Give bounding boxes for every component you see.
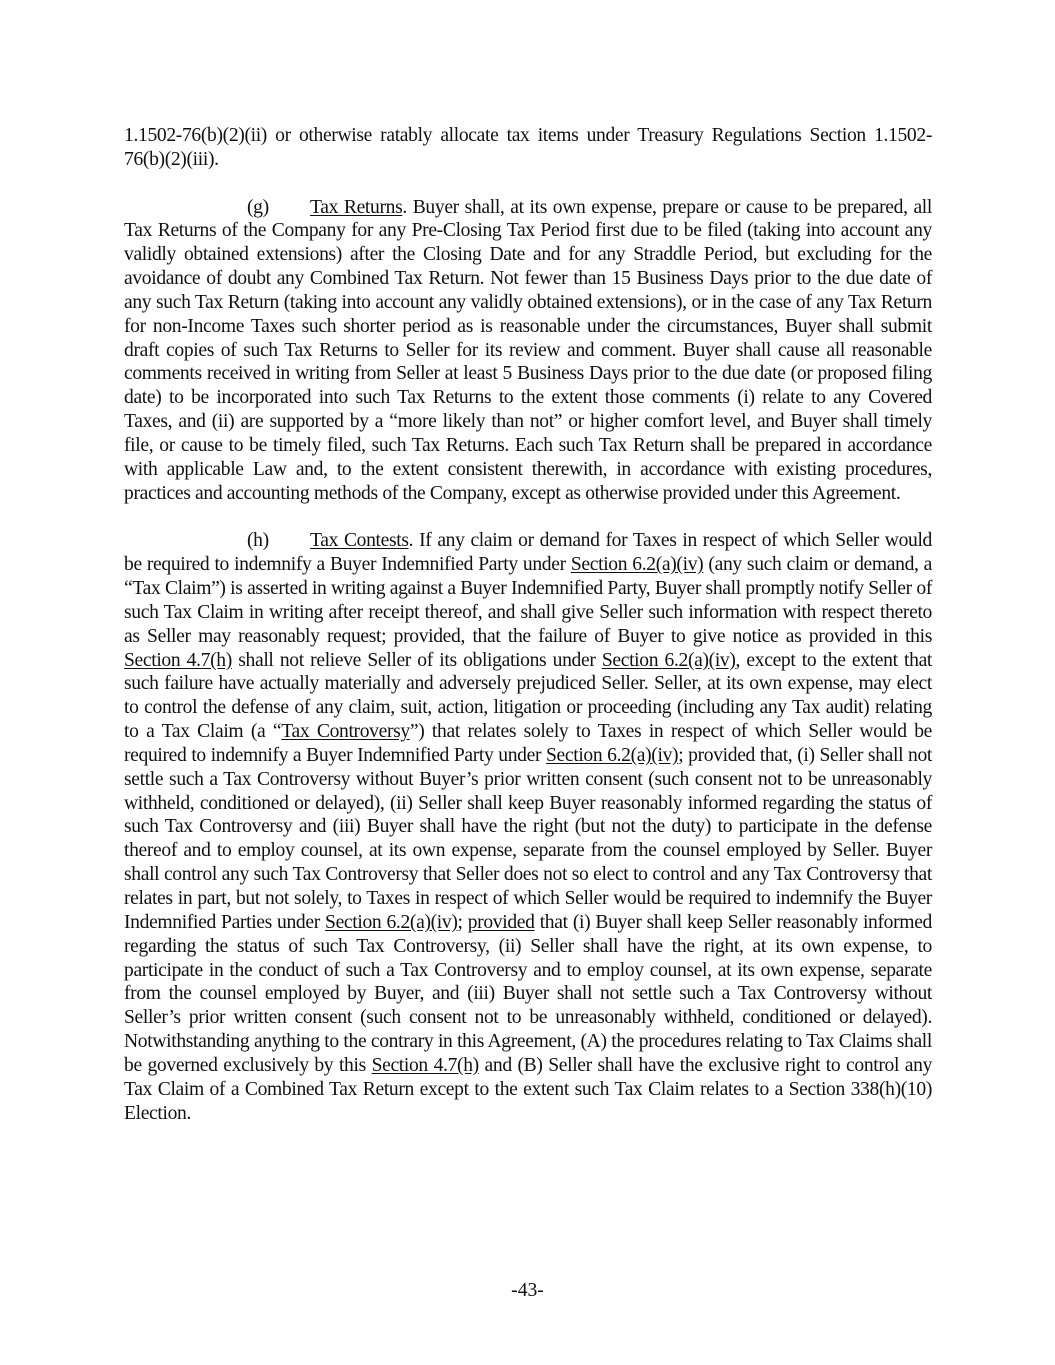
- paragraph-text: shall not relieve Seller of its obligations under: [231, 649, 602, 671]
- document-page: [124, 124, 932, 1149]
- section-heading: Tax Contests: [310, 530, 409, 552]
- paragraph-f-continuation: 1.1502-76(b)(2)(ii) or otherwise ratably allocate tax items under Treasury Regulations Section 1.1502-76(b)(2)(iii).: [124, 125, 932, 170]
- paragraph-text: (any such claim or demand, a “Tax Claim”) is asserted in writing against a Buyer Indemnified Party, Buyer shall promptly notify Seller of such Tax Claim in writing after receipt thereof, and shall give Seller such information with respect thereto as Seller may reasonably request; provided, that the failure of Buyer to give notice as provided in this: [124, 554, 933, 647]
- paragraph-text: . If any claim or demand for Taxes in respect of which Seller would be required to indemnify a Buyer Indemnified Party under: [124, 530, 932, 576]
- cross-reference: Section 4.7(h): [371, 1054, 479, 1076]
- page-number: -43-: [511, 1280, 544, 1301]
- paragraph-text: ”) that relates solely to Taxes in respect of which Seller would be required to indemnify a Buyer Indemnified Party under: [124, 721, 932, 766]
- defined-term: provided: [467, 911, 535, 933]
- paragraph-text: and (B) Seller shall have the exclusive right to control any Tax Claim of a Combined Tax Return except to the extent such Tax Claim relates to a Section 338(h)(10) Election.: [124, 1054, 933, 1124]
- section-label: (g): [247, 196, 269, 218]
- cross-reference: Section 6.2(a)(iv): [546, 744, 679, 766]
- paragraph-g-tax-returns: [124, 196, 932, 506]
- cross-reference: Section 6.2(a)(iv): [325, 911, 458, 933]
- paragraph-text: , except to the extent that such failure have actually materially and adversely prejudiced Seller. Seller, at its own expense, may elect to control the defense of any claim, suit, action, litigation or proceeding (including any Tax audit) relating to a Tax Claim (a “: [124, 649, 933, 743]
- paragraph-text: . Buyer shall, at its own expense, prepare or cause to be prepared, all Tax Returns of the Company for any Pre-Closing Tax Period first due to be filed (taking into account any validly obtained extensions) after the Closing Date and for any Straddle Period, but excluding for the avoidance of doubt any Combined Tax Return. Not fewer than 15 Business Days prior to the due date of any such Tax Return (taking into account any validly obtained extensions), or in the case of any Tax Return for non-Income Taxes such shorter period as is reasonable under the circumstances, Buyer shall submit draft copies of such Tax Returns to Seller for its review and comment. Buyer shall cause all reasonable comments received in writing from Seller at least 5 Business Days prior to the due date (or proposed filing date) to be incorporated into such Tax Returns to the extent those comments (i) relate to any Covered Taxes, and (ii) are supported by a “more likely than not” or higher comfort level, and Buyer shall timely file, or cause to be timely filed, such Tax Returns. Each such Tax Return shall be prepared in accordance with applicable Law and, to the extent consistent therewith, in accordance with existing procedures, practices and accounting methods of the Company, except as otherwise provided under this Agreement.: [124, 196, 932, 504]
- paragraph-text: that (i) Buyer shall keep Seller reasonably informed regarding the status of such Tax Controversy, (ii) Seller shall have the right, at its own expense, to participate in the conduct of such a Tax Controversy and to employ counsel, at its own expense, separate from the counsel employed by Buyer, and (iii) Buyer shall not settle such a Tax Controversy without Seller’s prior written consent (such consent not to be unreasonably withheld, conditioned or delayed). Notwithstanding anything to the contrary in this Agreement, (A) the procedures relating to Tax Claims shall be governed exclusively by this: [124, 911, 932, 1076]
- paragraph-text: ;: [457, 911, 468, 933]
- paragraph-h-tax-contests: [124, 529, 932, 1125]
- cross-reference: Section 6.2(a)(iv): [570, 554, 704, 576]
- cross-reference: Section 4.7(h): [124, 649, 232, 671]
- cross-reference: Section 6.2(a)(iv): [601, 649, 736, 671]
- section-label: (h): [247, 530, 269, 552]
- paragraph-text: ; provided that, (i) Seller shall not settle such a Tax Controversy without Buyer’s prior written consent (such consent not to be unreasonably withheld, conditioned or delayed), (ii) Seller shall keep Buyer reasonably informed regarding the status of such Tax Controversy and (iii) Buyer shall have the right (but not the duty) to participate in the defense thereof and to employ counsel, at its own expense, separate from the counsel employed by Seller. Buyer shall control any such Tax Controversy that Seller does not so elect to control and any Tax Controversy that relates in part, but not solely, to Taxes in respect of which Seller would be required to indemnify the Buyer Indemnified Parties under: [124, 744, 933, 933]
- section-heading: Tax Returns: [310, 196, 403, 218]
- defined-term: Tax Controversy: [281, 721, 410, 743]
